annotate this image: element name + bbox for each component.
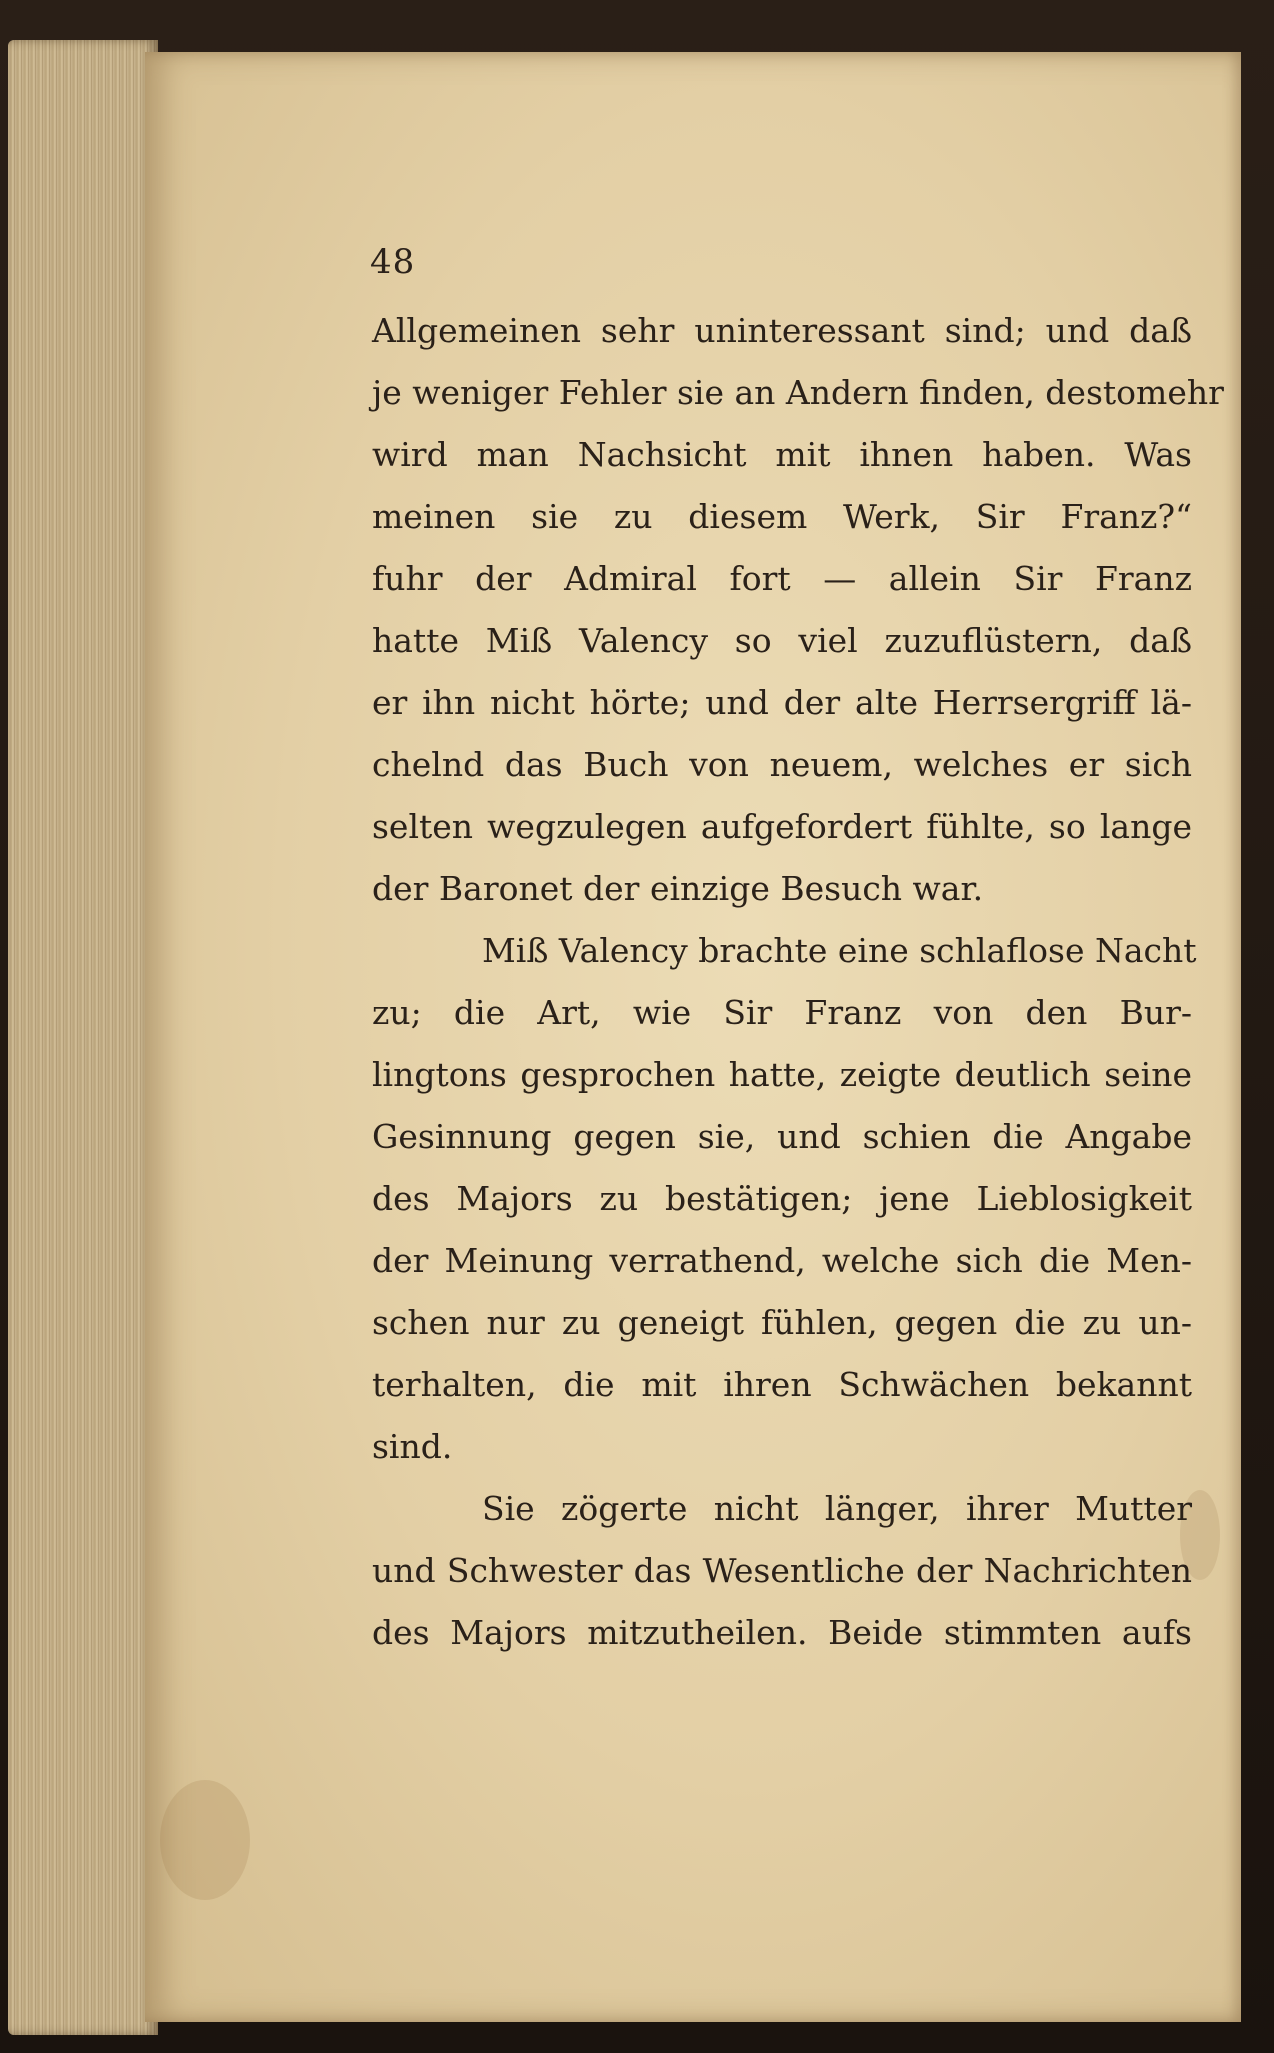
text-line: wird man Nachsicht mit ihnen haben. Was [372, 435, 1192, 474]
text-line: Allgemeinen sehr uninteressant sind; und daß [372, 311, 1192, 350]
paper-stain [160, 1780, 250, 1900]
text-line: sind. [372, 1427, 453, 1466]
text-line: meinen sie zu diesem Werk, Sir Franz?“ [372, 497, 1192, 536]
text-line: hatte Miß Valency so viel zuzuflüstern, daß [372, 621, 1192, 660]
text-line: fuhr der Admiral fort — allein Sir Franz [372, 559, 1192, 598]
text-line: er ihn nicht hörte; und der alte Herrsergriff lä- [372, 683, 1192, 722]
text-line: Gesinnung gegen sie, und schien die Angabe [372, 1117, 1192, 1156]
text-line: der Meinung verrathend, welche sich die Men- [372, 1241, 1192, 1280]
text-line: lingtons gesprochen hatte, zeigte deutlich seine [372, 1055, 1192, 1094]
text-line: Miß Valency brachte eine schlaflose Nacht [482, 931, 1197, 970]
text-line: terhalten, die mit ihren Schwächen bekannt [372, 1365, 1192, 1404]
page-number: 48 [370, 242, 416, 282]
text-line: selten wegzulegen aufgefordert fühlte, so lange [372, 807, 1192, 846]
page-edges [8, 40, 158, 2035]
text-line: je weniger Fehler sie an Andern finden, destomehr [372, 373, 1224, 412]
text-line: chelnd das Buch von neuem, welches er sich [372, 745, 1192, 784]
body-text [372, 300, 1224, 1664]
text-line: des Majors mitzutheilen. Beide stimmten aufs [372, 1613, 1192, 1652]
text-line: des Majors zu bestätigen; jene Lieblosigkeit [372, 1179, 1192, 1218]
text-line: schen nur zu geneigt fühlen, gegen die zu un- [372, 1303, 1192, 1342]
text-line: der Baronet der einzige Besuch war. [372, 869, 984, 908]
text-line: zu; die Art, wie Sir Franz von den Bur- [372, 993, 1192, 1032]
text-line: Sie zögerte nicht länger, ihrer Mutter [482, 1489, 1192, 1528]
text-line: und Schwester das Wesentliche der Nachrichten [372, 1551, 1192, 1590]
